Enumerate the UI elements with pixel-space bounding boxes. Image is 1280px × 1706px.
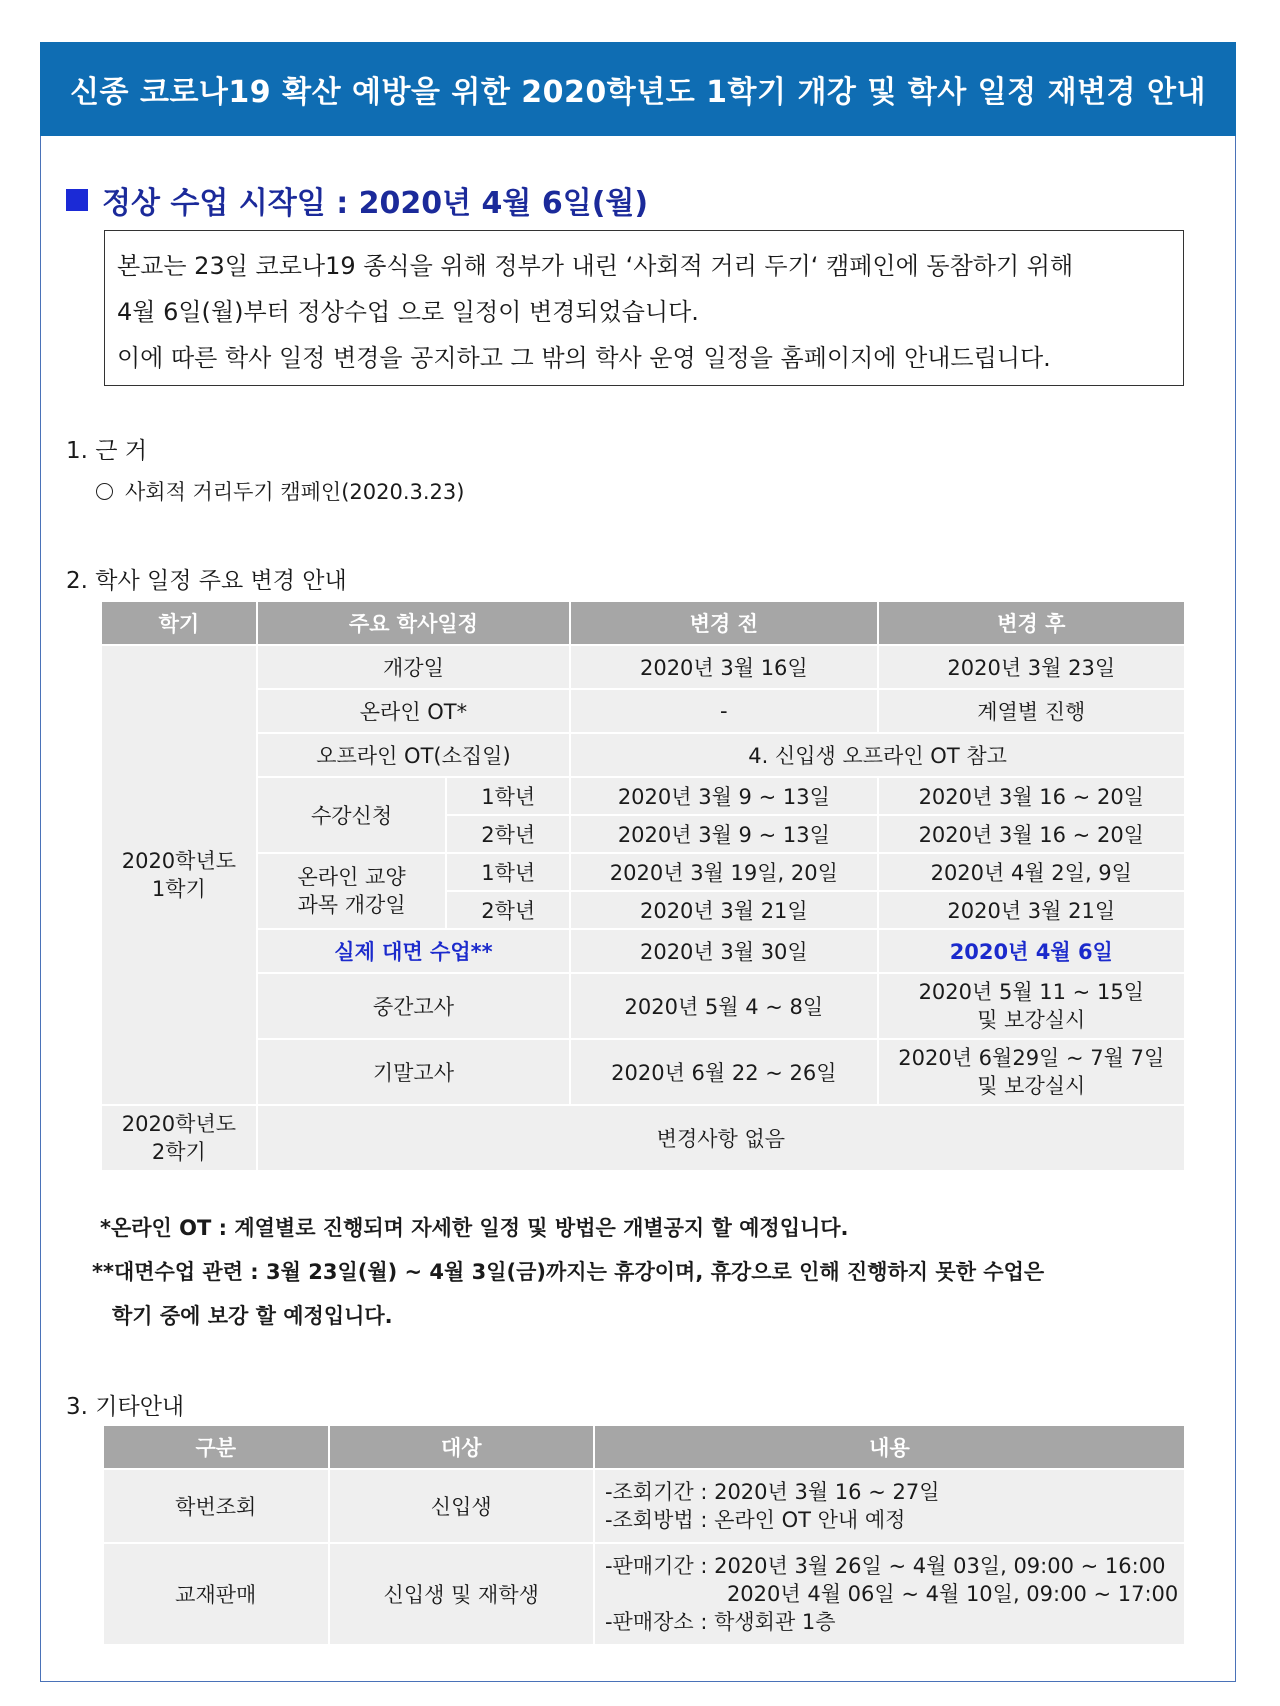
square-bullet-icon (66, 189, 88, 211)
cell-before: 2020년 6월 22 ~ 26일 (570, 1039, 877, 1105)
cell-category: 학번조회 (103, 1469, 329, 1543)
notice-line: 이에 따른 학사 일정 변경을 공지하고 그 밖의 학사 운영 일정을 홈페이지에 안내드립니다. (117, 344, 1051, 372)
row-label-registration: 수강신청 (257, 777, 447, 853)
cell-content (594, 1543, 1185, 1645)
col-header-category: 구분 (103, 1425, 329, 1469)
cell-before: 2020년 3월 9 ~ 13일 (570, 777, 877, 815)
cell-before: 2020년 3월 19일, 20일 (570, 853, 877, 891)
cell-after: 2020년 3월 16 ~ 20일 (878, 777, 1185, 815)
basis-item-text: 사회적 거리두기 캠페인(2020.3.23) (125, 480, 465, 504)
col-header-schedule: 주요 학사일정 (257, 601, 570, 645)
circle-bullet-icon (96, 483, 113, 500)
section-title-text: 정상 수업 시작일 : 2020년 4월 6일(월) (102, 186, 649, 221)
basis-item (96, 476, 464, 506)
cell-after: 2020년 3월 16 ~ 20일 (878, 815, 1185, 853)
schedule-table (100, 600, 1186, 1172)
cell-after: 2020년 4월 6일 (878, 929, 1185, 973)
cell-grade: 2학년 (446, 815, 570, 853)
col-header-after: 변경 후 (878, 601, 1185, 645)
cell-before: 2020년 3월 30일 (570, 929, 877, 973)
footnote: **대면수업 관련 : 3월 23일(월) ~ 4월 3일(금)까지는 휴강이며, 휴강으로 인해 진행하지 못한 수업은 (92, 1260, 1045, 1284)
term-cell: 2020학년도 2학기 (101, 1105, 257, 1171)
basis-heading: 1. 근 거 (66, 438, 148, 464)
content-line: -조회방법 : 온라인 OT 안내 예정 (604, 1508, 906, 1532)
row-label-final: 기말고사 (257, 1039, 570, 1105)
etc-heading: 3. 기타안내 (66, 1394, 185, 1420)
content-line: 2020년 4월 06일 ~ 4월 10일, 09:00 ~ 17:00 (726, 1582, 1179, 1606)
cell-target: 신입생 및 재학생 (329, 1543, 594, 1645)
col-header-content: 내용 (594, 1425, 1185, 1469)
cell-before: - (570, 689, 877, 733)
cell-target: 신입생 (329, 1469, 594, 1543)
cell-after: 2020년 6월29일 ~ 7월 7일 및 보강실시 (878, 1039, 1185, 1105)
notice-line: 본교는 23일 코로나19 종식을 위해 정부가 내린 ‘사회적 거리 두기‘ 캠페인에 동참하기 위해 (117, 252, 1074, 280)
cell-after: 계열별 진행 (878, 689, 1185, 733)
cell-grade: 2학년 (446, 891, 570, 929)
footnote: *온라인 OT : 계열별로 진행되며 자세한 일정 및 방법은 개별공지 할 예정입니다. (100, 1216, 849, 1240)
cell-after: 2020년 4월 2일, 9일 (878, 853, 1185, 891)
cell-category: 교재판매 (103, 1543, 329, 1645)
row-label-face-to-face: 실제 대면 수업** (257, 929, 570, 973)
content-line: -판매장소 : 학생회관 1층 (604, 1610, 836, 1634)
page-title: 신종 코로나19 확산 예방을 위한 2020학년도 1학기 개강 및 학사 일정 재변경 안내 (40, 42, 1236, 136)
col-header-term: 학기 (101, 601, 257, 645)
cell-before: 2020년 5월 4 ~ 8일 (570, 973, 877, 1039)
cell-before: 2020년 3월 21일 (570, 891, 877, 929)
cell-merged: 4. 신입생 오프라인 OT 참고 (570, 733, 1185, 777)
notice-box (104, 230, 1184, 386)
notice-line: 4월 6일(월)부터 정상수업 으로 일정이 변경되었습니다. (117, 298, 699, 326)
row-label-online-liberal: 온라인 교양 과목 개강일 (257, 853, 447, 929)
col-header-before: 변경 전 (570, 601, 877, 645)
term-cell: 2020학년도 1학기 (101, 645, 257, 1105)
cell-merged: 변경사항 없음 (257, 1105, 1185, 1171)
footnote: 학기 중에 보강 할 예정입니다. (112, 1304, 393, 1328)
cell-grade: 1학년 (446, 777, 570, 815)
cell-before: 2020년 3월 16일 (570, 645, 877, 689)
row-label-offline-ot: 오프라인 OT(소집일) (257, 733, 570, 777)
cell-after: 2020년 3월 21일 (878, 891, 1185, 929)
cell-after: 2020년 5월 11 ~ 15일 및 보강실시 (878, 973, 1185, 1039)
cell-grade: 1학년 (446, 853, 570, 891)
row-label-opening: 개강일 (257, 645, 570, 689)
schedule-heading: 2. 학사 일정 주요 변경 안내 (66, 568, 347, 594)
row-label-online-ot: 온라인 OT* (257, 689, 570, 733)
content-line: -조회기간 : 2020년 3월 16 ~ 27일 (604, 1480, 940, 1504)
section-title (66, 178, 648, 222)
cell-content (594, 1469, 1185, 1543)
cell-before: 2020년 3월 9 ~ 13일 (570, 815, 877, 853)
cell-after: 2020년 3월 23일 (878, 645, 1185, 689)
row-label-midterm: 중간고사 (257, 973, 570, 1039)
content-line: -판매기간 : 2020년 3월 26일 ~ 4월 03일, 09:00 ~ 16:00 (604, 1554, 1166, 1578)
etc-table (102, 1424, 1186, 1646)
col-header-target: 대상 (329, 1425, 594, 1469)
